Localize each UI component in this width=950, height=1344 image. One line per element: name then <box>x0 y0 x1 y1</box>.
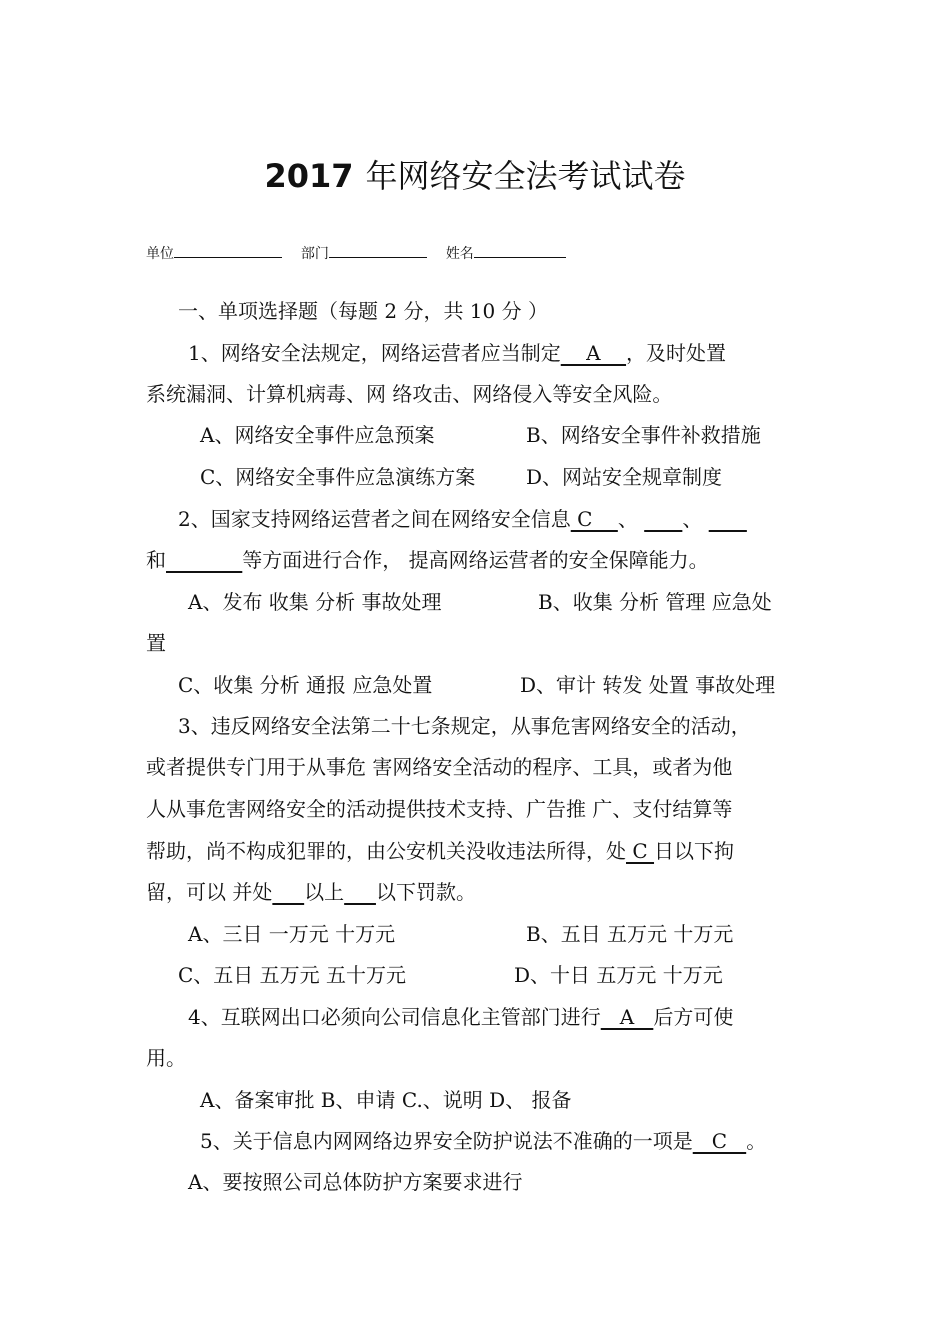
q3-blank-3[interactable] <box>344 880 376 904</box>
exam-title <box>0 152 950 200</box>
q2-text-he: 和 <box>146 548 166 572</box>
name-label: 姓名 <box>445 246 474 262</box>
q4-line2: 用。 <box>146 1046 186 1070</box>
q3-line1: 3、违反网络安全法第二十七条规定，从事危害网络安全的活动， <box>178 714 751 738</box>
q2-blank-2[interactable] <box>644 507 682 531</box>
dept-blank[interactable] <box>329 242 427 258</box>
unit-blank[interactable] <box>174 242 282 258</box>
q5-option-a: A、要按照公司总体防护方案要求进行 <box>188 1170 523 1194</box>
q1-option-c: C、网络安全事件应急演练方案 <box>200 465 476 489</box>
q3-text-e: 以下罚款。 <box>375 880 476 904</box>
q3-option-b: B、五日 五万元 十万元 <box>526 922 734 946</box>
title-text: 年网络安全法考试试卷 <box>365 157 686 195</box>
q4-line1 <box>188 1002 733 1032</box>
q2-text-b: 等方面进行合作， 提高网络运营者的安全保障能力。 <box>242 548 709 572</box>
q2-option-c: C、收集 分析 通报 应急处置 <box>178 673 433 697</box>
q1-option-a: A、网络安全事件应急预案 <box>200 423 435 447</box>
q4-text-a: 4、互联网出口必须向公司信息化主管部门进行 <box>188 1005 601 1029</box>
q1-option-b: B、网络安全事件补救措施 <box>526 423 761 447</box>
q3-answer-blank[interactable]: C <box>626 839 655 863</box>
q4-text-b: 后方可使 <box>653 1005 734 1029</box>
q3-option-d: D、十日 五万元 十万元 <box>514 963 723 987</box>
q5-text-b: 。 <box>746 1129 767 1153</box>
q2-separator-1: 、 <box>617 507 645 531</box>
q5-line1 <box>200 1126 766 1156</box>
q3-line3: 人从事危害网络安全的活动提供技术支持、广告推 广、支付结算等 <box>146 797 733 821</box>
q2-blank-3[interactable] <box>709 507 747 531</box>
q3-line2: 或者提供专门用于从事危 害网络安全活动的程序、工具，或者为他 <box>146 755 733 779</box>
q2-answer-blank[interactable]: C <box>570 507 618 531</box>
q3-text-d: 以上 <box>304 880 345 904</box>
q3-option-c: C、五日 五万元 五十万元 <box>178 963 407 987</box>
q1-text-b: ，及时处置 <box>626 341 727 365</box>
q1-answer-blank[interactable]: A <box>560 341 627 365</box>
q3-line5 <box>146 877 476 907</box>
q4-answer-blank[interactable]: A <box>600 1005 654 1029</box>
q2-line2 <box>146 545 709 575</box>
q3-text-b: 日以下拘 <box>654 839 735 863</box>
q2-option-d: D、审计 转发 处置 事故处理 <box>520 673 776 697</box>
q1-text-a: 1、网络安全法规定，网络运营者应当制定 <box>188 341 561 365</box>
q3-line4 <box>146 836 734 866</box>
title-year: 2017 <box>264 157 354 195</box>
q4-options: A、备案审批 B、申请 C.、说明 D、 报备 <box>200 1088 572 1112</box>
q3-text-a: 帮助，尚不构成犯罪的，由公安机关没收违法所得，处 <box>146 839 626 863</box>
section-heading: 一、单项选择题（每题 2 分，共 10 分 ） <box>178 299 548 323</box>
examinee-info-row <box>146 242 566 265</box>
q2-separator-2: 、 <box>682 507 709 531</box>
q3-text-c: 留，可以 并处 <box>146 880 273 904</box>
name-blank[interactable] <box>474 242 566 258</box>
unit-label: 单位 <box>146 246 174 262</box>
q2-option-b: B、收集 分析 管理 应急处 <box>538 590 772 614</box>
q5-answer-blank[interactable]: C <box>692 1129 747 1153</box>
q1-option-d: D、网站安全规章制度 <box>526 465 723 489</box>
q2-line1 <box>178 504 747 534</box>
q3-option-a: A、三日 一万元 十万元 <box>188 922 396 946</box>
q1-line2: 系统漏洞、计算机病毒、网 络攻击、网络侵入等安全风险。 <box>146 382 673 406</box>
q5-text-a: 5、关于信息内网网络边界安全防护说法不准确的一项是 <box>200 1129 693 1153</box>
q3-blank-2[interactable] <box>272 880 304 904</box>
q1-line1 <box>188 338 726 368</box>
dept-label: 部门 <box>300 246 329 262</box>
q2-blank-4[interactable] <box>166 548 242 572</box>
q2-option-b-cont: 置 <box>146 631 166 655</box>
q2-text-a: 2、国家支持网络运营者之间在网络安全信息 <box>178 507 571 531</box>
q2-option-a: A、发布 收集 分析 事故处理 <box>188 590 442 614</box>
